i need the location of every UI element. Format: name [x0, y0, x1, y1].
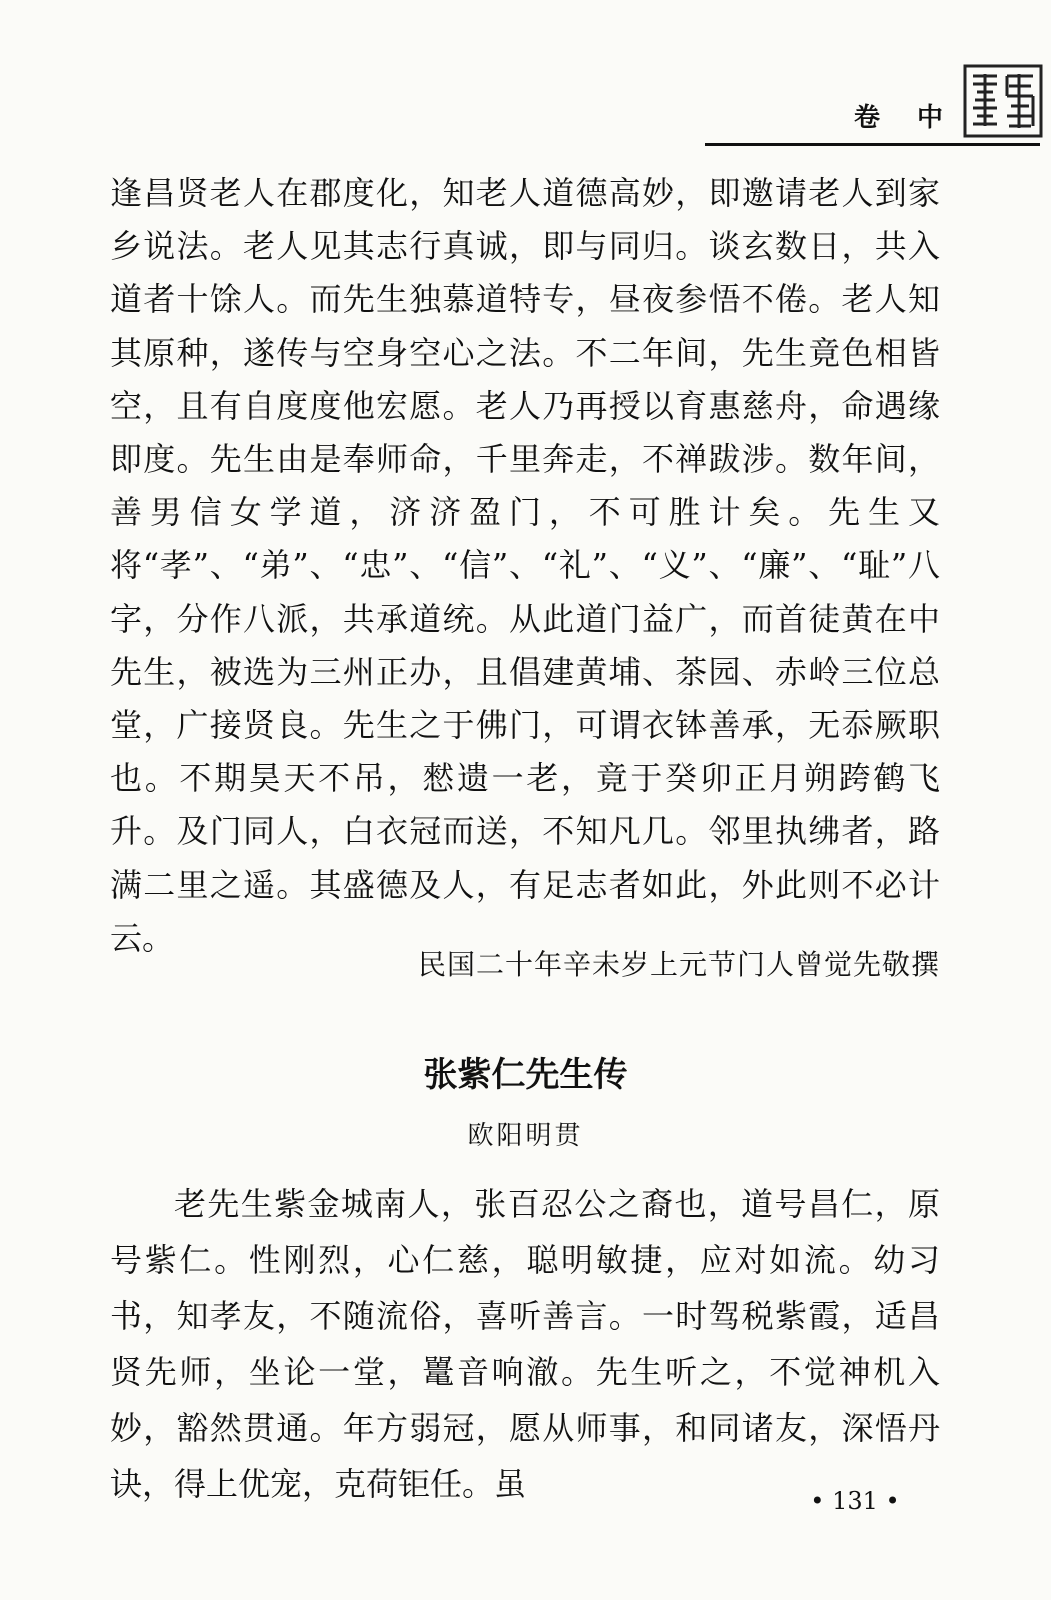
- page-number: • 131 •: [810, 1487, 900, 1515]
- body-paragraph-2: 老先生紫金城南人，张百忍公之裔也，道号昌仁，原号紫仁。性刚烈，心仁慈，聪明敏捷，应对如流。幼习书，知孝友，不随流俗，喜听善言。一时驾税紫霞，适昌贤先师，坐论一堂，鼍音响澈。先生听之，不觉神机入妙，豁然贯通。年方弱冠，愿从师事，和同诸友，深悟丹诀，得上优宠，克荷钜任。虽: [110, 1185, 940, 1503]
- section-title: 张紫仁先生传: [423, 1055, 628, 1095]
- header-rule: [705, 143, 1040, 146]
- header-seal-icon: [963, 64, 1043, 138]
- signature-line: 民国二十年辛未岁上元节门人曾觉先敬撰: [417, 948, 940, 981]
- body-paragraph-1: 逢昌贤老人在郡度化，知老人道德高妙，即邀请老人到家乡说法。老人见其志行真诚，即与同归。谈玄数日，共入道者十馀人。而先生独慕道特专，昼夜参悟不倦。老人知其原种，遂传与空身空心之法。不二年间，先生竟色相皆空，且有自度度他宏愿。老人乃再授以育惠慈舟，命遇缘即度。先生由是奉师命，千里奔走，不禅跋涉。数年间，善男信女学道，济济盈门，不可胜计矣。先生又将“孝”、“弟”、“忠”、“信”、“礼”、“义”、“廉”、“耻”八字，分作八派，共承道统。从此道门益广，而首徒黄在中先生，被选为三州正办，且倡建黄埔、茶园、赤岭三位总堂，广接贤良。先生之于佛门，可谓衣钵善承，无忝厥职也。不期昊天不吊，憖遗一老，竟于癸卯正月朔跨鹤飞升。及门同人，白衣冠而送，不知凡几。邻里执绋者，路满二里之遥。其盛德及人，有足志者如此，外此则不必计云。: [110, 174, 940, 957]
- author-name: 欧阳明贯: [467, 1121, 584, 1151]
- section-header-label: 卷 中: [854, 103, 958, 133]
